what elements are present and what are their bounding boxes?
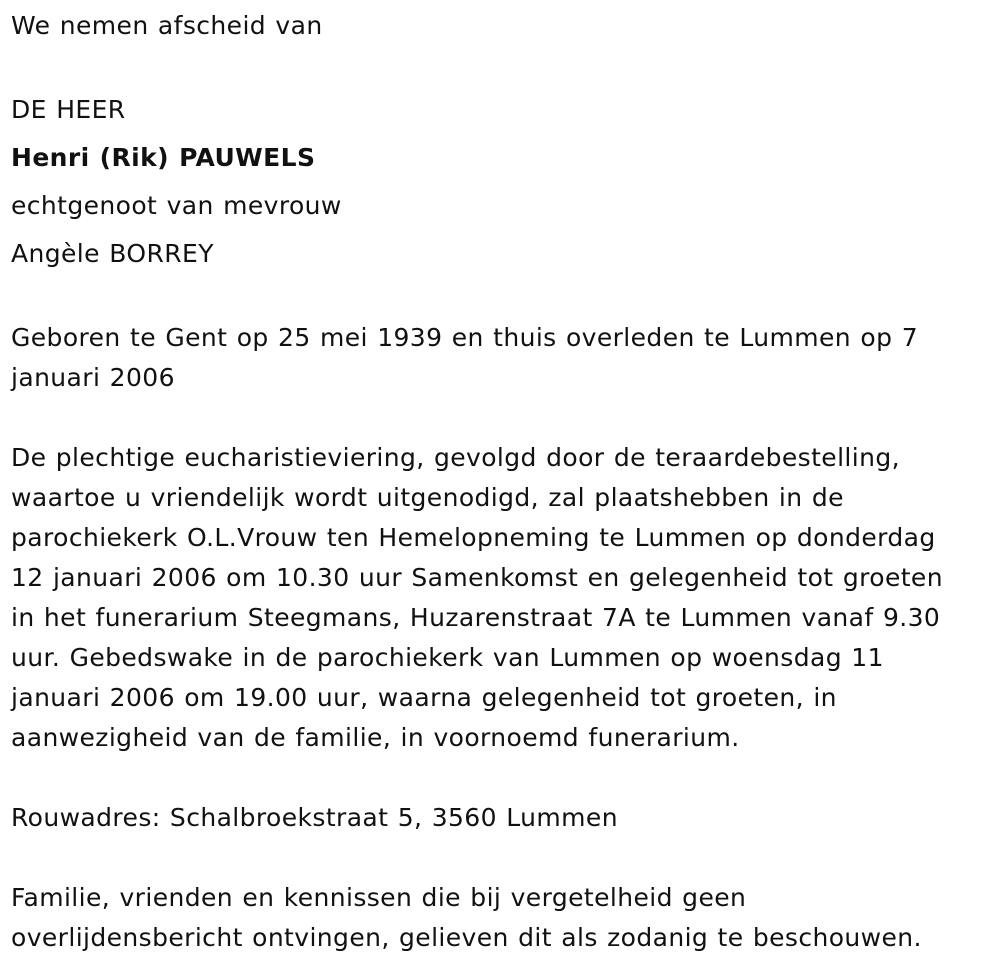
ceremony-line: waartoe u vriendelijk wordt uitgenodigd, zal plaatshebben in de: [11, 483, 844, 512]
intro-text: We nemen afscheid van: [11, 11, 323, 40]
spacer: [11, 758, 986, 798]
birth-death-line: januari 2006: [11, 363, 175, 392]
ceremony-paragraph: [11, 438, 986, 758]
ceremony-line: januari 2006 om 19.00 uur, waarna gelegenheid tot groeten, in: [11, 683, 837, 712]
closing-line: overlijdensbericht ontvingen, gelieven dit als zodanig te beschouwen.: [11, 923, 922, 952]
deceased-name: Henri (Rik) PAUWELS: [11, 143, 316, 172]
birth-death-line: Geboren te Gent op 25 mei 1939 en thuis overleden te Lummen op 7: [11, 323, 919, 352]
honorific: DE HEER: [11, 95, 126, 124]
ceremony-line: in het funerarium Steegmans, Huzarenstraat 7A te Lummen vanaf 9.30: [11, 603, 941, 632]
spacer: [11, 838, 986, 878]
ceremony-line: De plechtige eucharistieviering, gevolgd door de teraardebestelling,: [11, 443, 900, 472]
spacer: [11, 398, 986, 438]
ceremony-line: aanwezigheid van de familie, in voornoemd funerarium.: [11, 723, 740, 752]
mourning-address: Rouwadres: Schalbroekstraat 5, 3560 Lummen: [11, 803, 618, 832]
spouse-label: echtgenoot van mevrouw: [11, 191, 342, 220]
spouse-name: Angèle BORREY: [11, 239, 214, 268]
spacer: [11, 278, 986, 318]
ceremony-line: parochiekerk O.L.Vrouw ten Hemelopneming te Lummen op donderdag: [11, 523, 936, 552]
ceremony-line: 12 januari 2006 om 10.30 uur Samenkomst en gelegenheid tot groeten: [11, 563, 943, 592]
closing-line: Familie, vrienden en kennissen die bij vergetelheid geen: [11, 883, 747, 912]
obituary-notice: [11, 6, 986, 958]
spacer: [11, 46, 986, 86]
ceremony-line: uur. Gebedswake in de parochiekerk van Lummen op woensdag 11: [11, 643, 884, 672]
